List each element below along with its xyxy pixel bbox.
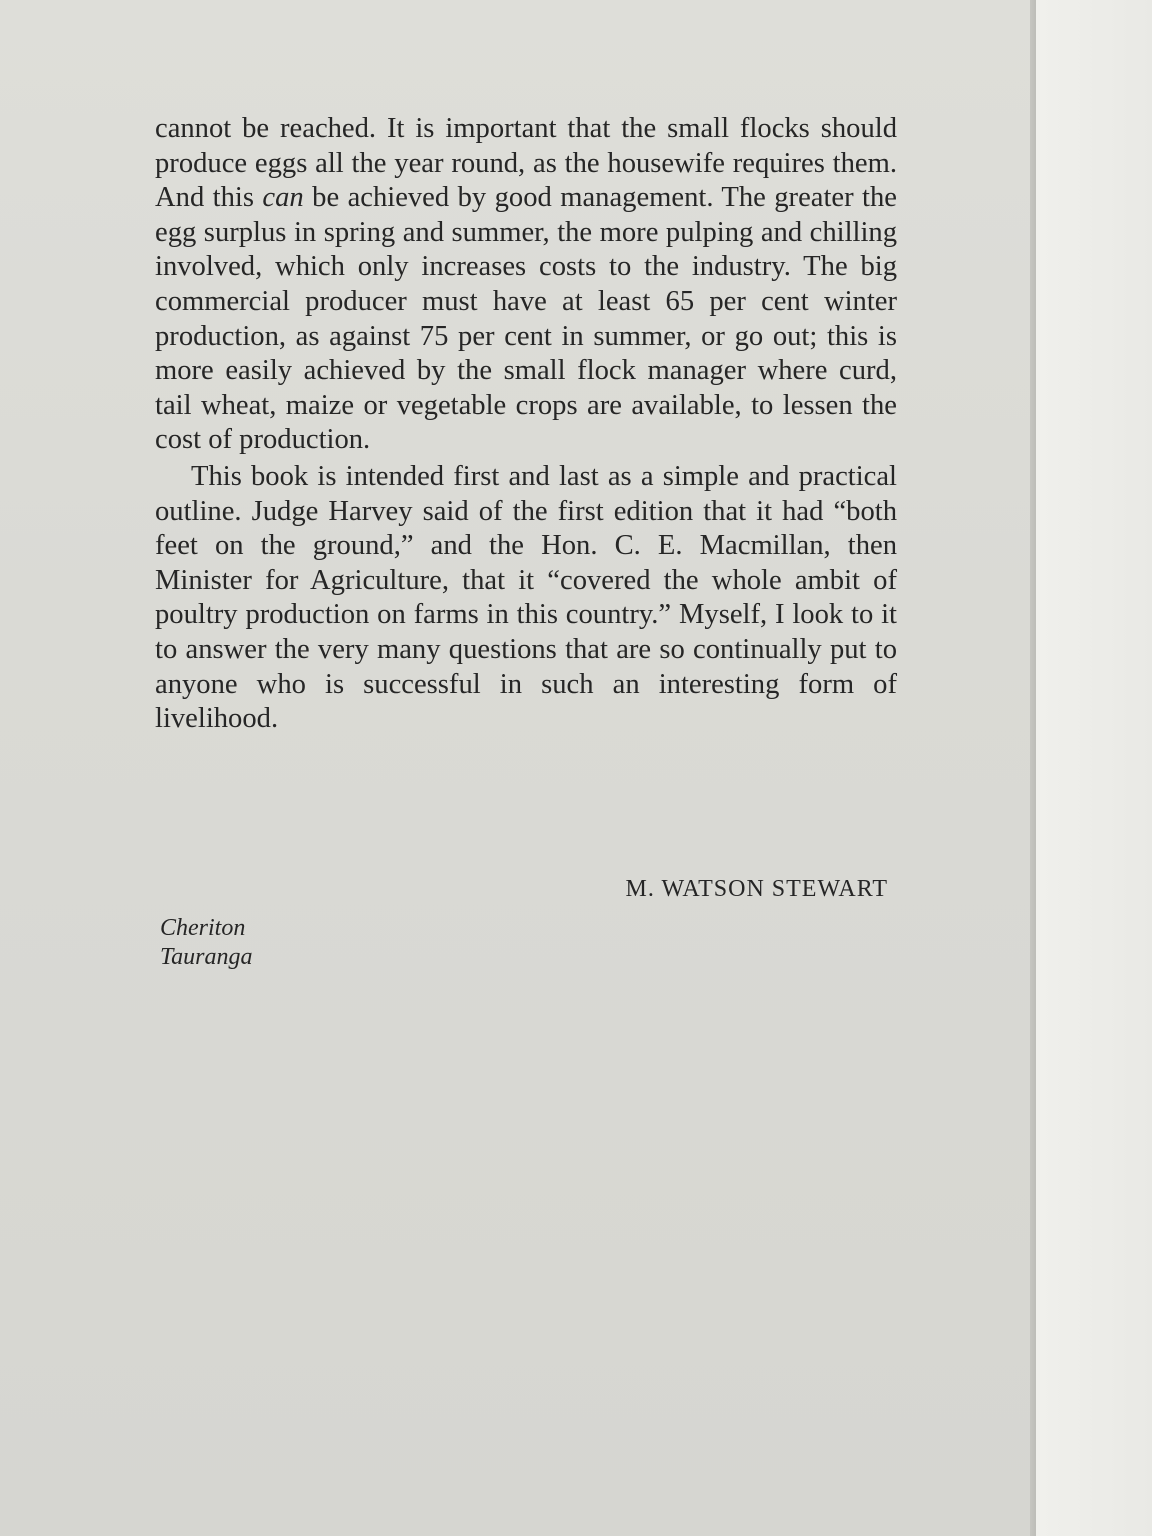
paragraph-1-start: cannot be reached. It is important that the small flocks should produce eggs all the year round, as the housewife requires them. And this (155, 113, 897, 214)
paragraph-2: This book is intended first and last as a simple and practical outline. Judge Harvey said of the first edition that it had “both feet on the ground,” and the Hon. C. E. Macmillan, then Minister for Agriculture, that it “covered the whole ambit of poultry production on farms in this country.” Myself, I look to it to answer the very many questions that are so continually put to anyone who is successful in such an interesting form of livelihood. (155, 460, 897, 735)
author-signature: M. WATSON STEWART (625, 876, 888, 902)
body-text (155, 112, 897, 737)
paragraph-1-end: be achieved by good management. The greater the egg surplus in spring and summer, the more pulping and chilling involved, which only increases costs to the industry. The big commercial producer must have at least 65 per cent winter production, as against 75 per cent in summer, or go out; this is more easily achieved by the small flock manager where curd, tail wheat, maize or vegetable crops are available, to lessen the cost of production. (155, 182, 897, 456)
place-of-writing (160, 914, 252, 972)
paragraph-1 (155, 112, 897, 458)
place-line-2: Tauranga (160, 944, 253, 970)
place-line-1: Cheriton (160, 915, 246, 941)
emphasis-can: can (262, 182, 304, 214)
facing-page-edge (1036, 0, 1152, 1536)
